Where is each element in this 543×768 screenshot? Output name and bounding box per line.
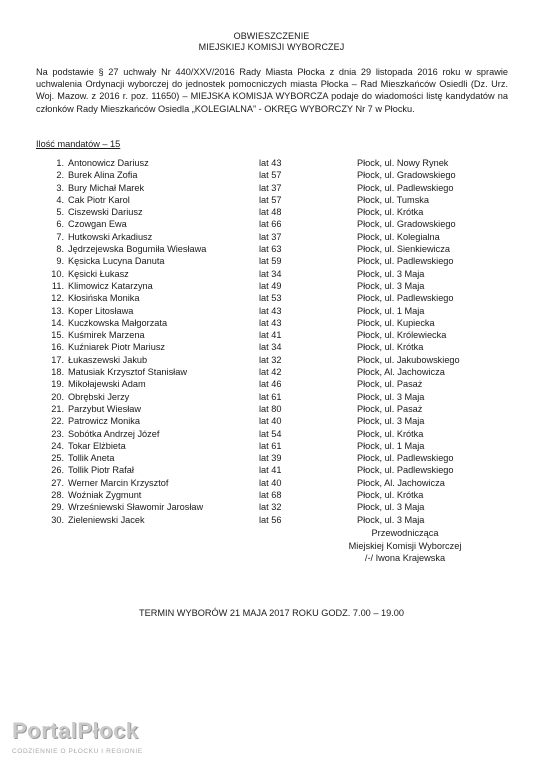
candidate-age: lat 48 bbox=[259, 207, 282, 218]
candidate-name: Czowgan Ewa bbox=[68, 219, 127, 230]
candidate-name: Kłosińska Monika bbox=[68, 293, 140, 304]
candidate-name: Tokar Elżbieta bbox=[68, 440, 126, 451]
candidate-age: lat 56 bbox=[259, 514, 282, 525]
intro-paragraph: Na podstawie § 27 uchwały Nr 440/XXV/2016 Rady Miasta Płocka z dnia 29 listopada 2016 roku w sprawie uchwalenia Ordynacji wyborczej do jednostek pomocniczych miasta Płocka – Rad Mieszkańców Osiedli (Dz. Urz. Woj. Mazow. z 2016 r. poz. 11650) – MIEJSKA KOMISJA WYBORCZA podaje do wiadomości listę kandydatów na członków Rady Mieszkańców Osiedla „KOLEGIALNA” - OKRĘG WYBORCZY Nr 7 w Płocku. bbox=[36, 67, 508, 114]
candidate-row bbox=[0, 255, 543, 267]
candidate-age: lat 40 bbox=[259, 477, 282, 488]
candidate-address: Płock, ul. Padlewskiego bbox=[357, 256, 454, 267]
candidate-name: Hutkowski Arkadiusz bbox=[68, 231, 153, 242]
candidate-name: Obrębski Jerzy bbox=[68, 391, 130, 402]
candidate-address: Płock, ul. Padlewskiego bbox=[357, 453, 454, 464]
candidate-number: 26. bbox=[51, 465, 64, 476]
candidate-age: lat 59 bbox=[259, 256, 282, 267]
candidate-name: Bury Michał Marek bbox=[68, 182, 145, 193]
candidate-address: Płock, ul. Kolegialna bbox=[357, 231, 440, 242]
candidate-address: Płock, ul. Krótka bbox=[357, 342, 424, 353]
signature-body: Miejskiej Komisji Wyborczej bbox=[348, 541, 462, 551]
candidate-age: lat 61 bbox=[259, 440, 282, 451]
candidate-number: 7. bbox=[56, 231, 64, 242]
candidate-row bbox=[0, 243, 543, 255]
candidate-name: Cak Piotr Karol bbox=[68, 194, 130, 205]
candidate-row bbox=[0, 428, 543, 440]
candidate-number: 20. bbox=[51, 391, 64, 402]
candidate-age: lat 57 bbox=[259, 194, 282, 205]
candidate-row bbox=[0, 477, 543, 489]
candidate-name: Kuśmirek Marzena bbox=[68, 330, 145, 341]
candidate-age: lat 37 bbox=[259, 182, 282, 193]
candidate-address: Płock, ul. Nowy Rynek bbox=[357, 158, 449, 168]
candidate-number: 16. bbox=[51, 342, 64, 353]
election-term: TERMIN WYBORÓW 21 MAJA 2017 ROKU GODZ. 7.00 – 19.00 bbox=[139, 608, 404, 618]
candidate-address: Płock, ul. 1 Maja bbox=[357, 440, 425, 451]
candidate-row bbox=[0, 218, 543, 230]
candidate-name: Antonowicz Dariusz bbox=[68, 158, 149, 168]
candidate-number: 5. bbox=[56, 207, 64, 218]
candidate-name: Parzybut Wiesław bbox=[68, 403, 142, 414]
candidate-name: Tollik Piotr Rafał bbox=[68, 465, 134, 476]
candidate-row bbox=[0, 501, 543, 513]
candidate-row bbox=[0, 452, 543, 464]
candidate-row bbox=[0, 157, 543, 169]
candidate-row bbox=[0, 341, 543, 353]
candidate-number: 4. bbox=[56, 194, 64, 205]
candidate-age: lat 40 bbox=[259, 416, 282, 427]
candidate-name: Kęsicki Łukasz bbox=[68, 268, 129, 279]
candidate-address: Płock, ul. Pasaż bbox=[357, 379, 423, 390]
candidate-age: lat 34 bbox=[259, 268, 282, 279]
candidate-address: Płock, ul. 3 Maja bbox=[357, 514, 425, 525]
candidate-number: 13. bbox=[51, 305, 64, 316]
candidate-age: lat 37 bbox=[259, 231, 282, 242]
candidate-age: lat 57 bbox=[259, 170, 282, 181]
candidate-age: lat 54 bbox=[259, 428, 282, 439]
candidate-name: Kuczkowska Małgorzata bbox=[68, 317, 168, 328]
candidate-age: lat 53 bbox=[259, 293, 282, 304]
candidate-name: Werner Marcin Krzysztof bbox=[68, 477, 169, 488]
candidate-row bbox=[0, 268, 543, 280]
candidate-name: Kuźniarek Piotr Mariusz bbox=[68, 342, 166, 353]
candidate-name: Zieleniewski Jacek bbox=[68, 514, 145, 525]
candidate-row bbox=[0, 194, 543, 206]
candidate-number: 18. bbox=[51, 367, 64, 378]
candidate-age: lat 46 bbox=[259, 379, 282, 390]
candidate-number: 17. bbox=[51, 354, 64, 365]
candidate-name: Patrowicz Monika bbox=[68, 416, 140, 427]
candidate-name: Sobótka Andrzej Józef bbox=[68, 428, 160, 439]
candidate-age: lat 32 bbox=[259, 502, 282, 513]
watermark-tagline: CODZIENNIE O PŁOCKU I REGIONIE bbox=[12, 748, 143, 755]
candidate-address: Płock, ul. Kupiecka bbox=[357, 317, 435, 328]
candidate-age: lat 43 bbox=[259, 317, 282, 328]
candidate-row bbox=[0, 329, 543, 341]
candidate-name: Ciszewski Dariusz bbox=[68, 207, 143, 218]
candidate-address: Płock, ul. 3 Maja bbox=[357, 502, 425, 513]
candidate-number: 29. bbox=[51, 502, 64, 513]
candidate-address: Płock, ul. Tumska bbox=[357, 194, 429, 205]
candidate-row bbox=[0, 206, 543, 218]
candidate-row bbox=[0, 292, 543, 304]
candidate-address: Płock, ul. Gradowskiego bbox=[357, 219, 456, 230]
candidate-number: 14. bbox=[51, 317, 64, 328]
candidate-address: Płock, ul. Sienkiewicza bbox=[357, 244, 450, 255]
candidate-number: 3. bbox=[56, 182, 64, 193]
signature-role: Przewodnicząca bbox=[371, 528, 439, 538]
candidate-address: Płock, ul. 3 Maja bbox=[357, 280, 425, 291]
candidate-number: 23. bbox=[51, 428, 64, 439]
candidate-row bbox=[0, 231, 543, 243]
candidate-row bbox=[0, 514, 543, 526]
candidate-row bbox=[0, 440, 543, 452]
candidate-row bbox=[0, 366, 543, 378]
candidate-name: Burek Alina Zofia bbox=[68, 170, 138, 181]
candidate-age: lat 63 bbox=[259, 244, 282, 255]
candidate-age: lat 42 bbox=[259, 367, 282, 378]
candidate-row bbox=[0, 403, 543, 415]
candidate-row bbox=[0, 378, 543, 390]
candidate-number: 12. bbox=[51, 293, 64, 304]
mandates-count: Ilość mandatów – 15 bbox=[36, 139, 121, 149]
candidate-row bbox=[0, 354, 543, 366]
candidate-number: 21. bbox=[51, 403, 64, 414]
candidate-number: 1. bbox=[56, 158, 64, 168]
candidate-age: lat 68 bbox=[259, 490, 282, 501]
candidate-name: Matusiak Krzysztof Stanisław bbox=[68, 367, 187, 378]
candidate-number: 30. bbox=[51, 514, 64, 525]
candidate-name: Tollik Aneta bbox=[68, 453, 115, 464]
candidate-name: Łukaszewski Jakub bbox=[68, 354, 148, 365]
candidate-row bbox=[0, 391, 543, 403]
candidate-number: 15. bbox=[51, 330, 64, 341]
candidate-number: 8. bbox=[56, 244, 64, 255]
candidate-row bbox=[0, 280, 543, 292]
candidate-name: Mikołajewski Adam bbox=[68, 379, 146, 390]
candidate-age: lat 49 bbox=[259, 280, 282, 291]
portal-watermark-logo bbox=[8, 718, 208, 760]
candidate-row bbox=[0, 305, 543, 317]
candidate-age: lat 61 bbox=[259, 391, 282, 402]
candidate-address: Płock, ul. Krótka bbox=[357, 490, 424, 501]
candidate-address: Płock, ul. Padlewskiego bbox=[357, 293, 454, 304]
document-title: OBWIESZCZENIE bbox=[233, 31, 310, 41]
candidate-address: Płock, ul. 1 Maja bbox=[357, 305, 425, 316]
signature-name: /-/ Iwona Krajewska bbox=[364, 553, 446, 563]
candidate-row bbox=[0, 489, 543, 501]
candidate-address: Płock, ul. Padlewskiego bbox=[357, 182, 454, 193]
candidate-name: Jędrzejewska Bogumiła Wiesława bbox=[68, 244, 207, 255]
candidate-name: Koper Litosława bbox=[68, 305, 134, 316]
candidate-name: Kęsicka Lucyna Danuta bbox=[68, 256, 165, 267]
candidate-age: lat 39 bbox=[259, 453, 282, 464]
candidate-row bbox=[0, 169, 543, 181]
candidate-age: lat 43 bbox=[259, 305, 282, 316]
candidate-age: lat 66 bbox=[259, 219, 282, 230]
candidate-name: Woźniak Zygmunt bbox=[68, 490, 142, 501]
candidate-address: Płock, ul. Krótka bbox=[357, 207, 424, 218]
candidate-age: lat 43 bbox=[259, 158, 282, 168]
candidate-row bbox=[0, 317, 543, 329]
candidate-list bbox=[0, 157, 543, 526]
candidate-age: lat 80 bbox=[259, 403, 282, 414]
candidate-address: Płock, ul. Jakubowskiego bbox=[357, 354, 460, 365]
candidate-number: 19. bbox=[51, 379, 64, 390]
candidate-number: 28. bbox=[51, 490, 64, 501]
candidate-name: Klimowicz Katarzyna bbox=[68, 280, 153, 291]
candidate-address: Płock, ul. Gradowskiego bbox=[357, 170, 456, 181]
candidate-address: Płock, ul. Padlewskiego bbox=[357, 465, 454, 476]
candidate-address: Płock, Al. Jachowicza bbox=[357, 367, 445, 378]
candidate-address: Płock, ul. Królewiecka bbox=[357, 330, 447, 341]
candidate-age: lat 41 bbox=[259, 465, 282, 476]
document-subtitle: MIEJSKIEJ KOMISJI WYBORCZEJ bbox=[198, 42, 345, 52]
candidate-address: Płock, ul. Krótka bbox=[357, 428, 424, 439]
candidate-number: 22. bbox=[51, 416, 64, 427]
candidate-address: Płock, ul. Pasaż bbox=[357, 403, 423, 414]
watermark-brand: PortalPłock bbox=[12, 718, 139, 743]
candidate-number: 24. bbox=[51, 440, 64, 451]
candidate-address: Płock, ul. 3 Maja bbox=[357, 416, 425, 427]
candidate-name: Wrześniewski Sławomir Jarosław bbox=[68, 502, 204, 513]
candidate-number: 9. bbox=[56, 256, 64, 267]
candidate-age: lat 32 bbox=[259, 354, 282, 365]
candidate-row bbox=[0, 464, 543, 476]
candidate-number: 11. bbox=[51, 280, 64, 291]
candidate-address: Płock, ul. 3 Maja bbox=[357, 391, 425, 402]
candidate-age: lat 34 bbox=[259, 342, 282, 353]
candidate-number: 27. bbox=[51, 477, 64, 488]
candidate-number: 25. bbox=[51, 453, 64, 464]
candidate-address: Płock, ul. 3 Maja bbox=[357, 268, 425, 279]
candidate-row bbox=[0, 415, 543, 427]
candidate-address: Płock, Al. Jachowicza bbox=[357, 477, 445, 488]
candidate-row bbox=[0, 182, 543, 194]
candidate-age: lat 41 bbox=[259, 330, 282, 341]
candidate-number: 6. bbox=[56, 219, 64, 230]
candidate-number: 10. bbox=[51, 268, 64, 279]
candidate-number: 2. bbox=[56, 170, 64, 181]
